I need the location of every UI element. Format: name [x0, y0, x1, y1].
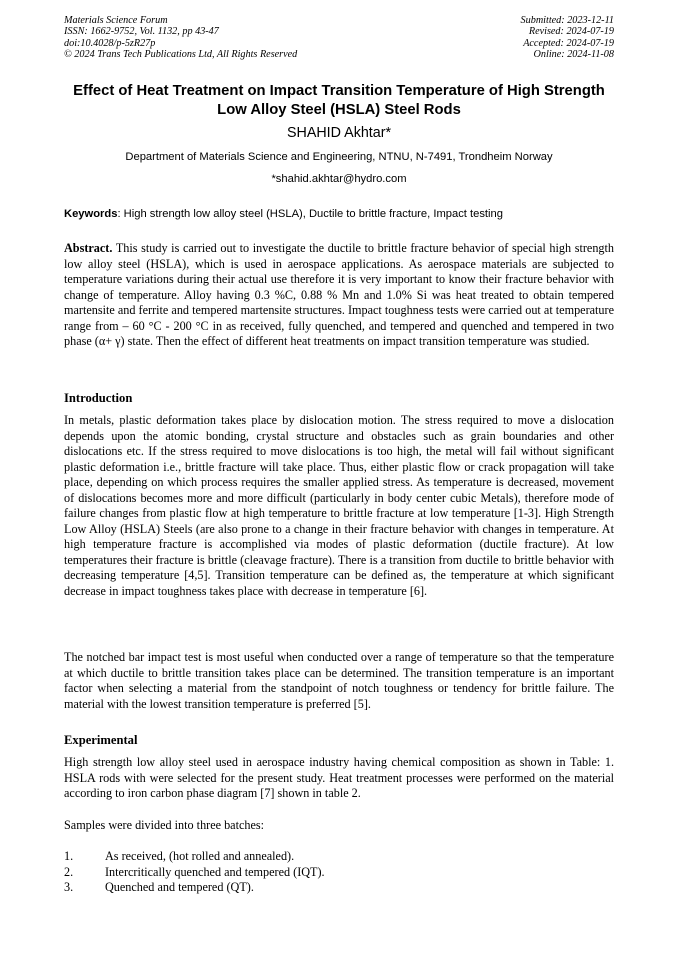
list-text: Intercritically quenched and tempered (IQT). — [105, 864, 325, 879]
keywords-text: : High strength low alloy steel (HSLA), Ductile to brittle fracture, Impact testing — [117, 208, 503, 220]
introduction-heading: Introduction — [64, 391, 133, 405]
online-date: Online: 2024-11-08 — [533, 49, 614, 61]
list-item — [64, 880, 614, 896]
author: SHAHID Akhtar* — [286, 125, 392, 141]
issn-volume: ISSN: 1662-9752, Vol. 1132, pp 43-47 — [64, 26, 219, 38]
batch-list — [64, 849, 614, 896]
abstract-text: This study is carried out to investigate the ductile to brittle fracture behavior of special high strength low alloy steel (HSLA), which is used in aerospace applications. As aerospace materials are subjected to temperature variations during their actual use therefore it is very important to know their fracture behavior with change of temperature. Alloy having 0.3 %C, 0.88 % Mn and 1.0% Si was heat treated to obtain tempered martensite and ferrite and tempered martensite structures. Impact toughness tests were carried out at temperature range from – 60 °C - 200 °C in as received, fully quenched, and tempered and quenched and tempered in two phase (α+ γ) state. Then the effect of different heat treatments on impact transition temperature was studied. — [64, 241, 614, 348]
list-number: 1. — [64, 849, 74, 863]
accepted-date: Accepted: 2024-07-19 — [523, 37, 614, 49]
doi[interactable]: doi:10.4028/p-5zR27p — [64, 37, 156, 49]
author-email[interactable]: *shahid.akhtar@hydro.com — [271, 173, 407, 185]
introduction-paragraph-1: In metals, plastic deformation takes place by dislocation motion. The stress required to move a dislocation depends upon the atomic bonding, crystal structure and obstacles such as grain boundaries and other dislocations etc. If the stress required to move dislocations is too high, the metal will fail without significant plastic deformation i.e., brittle fracture will take place. Thus, either plastic flow or crack propagation will take place, depending on which process requires the smaller applied stress. As temperature is decreased, movement of dislocations becomes more and more difficult (particularly in body center cubic Metals), therefore mode of failure changes from plastic flow at high temperature to brittle fracture at low temperature [1-3]. High Strength Low Alloy (HSLA) Steels (are also prone to a change in their fracture behavior with changes in temperature. At high temperature fracture is accomplished via modes of plastic deformation (ductile fracture). At low temperatures their fracture is brittle (cleavage fracture). There is a transition from ductile to brittle behavior with decreasing temperature [4,5]. Transition temperature can be defined as, the temperature at which significant decrease in impact toughness takes place with decrease in temperature [6]. — [64, 413, 614, 598]
publication-dates — [521, 15, 614, 61]
list-item — [64, 849, 614, 865]
paper-title: Effect of Heat Treatment on Impact Transition Temperature of High Strength Low Alloy Steel (HSLA) Steel Rods — [73, 83, 605, 118]
abstract — [64, 241, 614, 350]
copyright: © 2024 Trans Tech Publications Ltd, All Rights Reserved — [64, 49, 298, 61]
affiliation: Department of Materials Science and Engineering, NTNU, N-7491, Trondheim Norway — [125, 151, 553, 163]
list-number: 2. — [64, 864, 74, 879]
keywords-label: Keywords — [64, 208, 118, 220]
journal-name: Materials Science Forum — [64, 15, 168, 26]
list-number: 3. — [64, 880, 74, 894]
samples-intro: Samples were divided into three batches: — [64, 818, 265, 832]
revised-date: Revised: 2024-07-19 — [528, 26, 614, 38]
list-text: Quenched and tempered (QT). — [105, 880, 254, 894]
list-item — [64, 865, 614, 881]
journal-info — [64, 15, 297, 61]
list-text: As received, (hot rolled and annealed). — [105, 849, 295, 863]
introduction-paragraph-2: The notched bar impact test is most useful when conducted over a range of temperature so that the temperature at which ductile to brittle transition takes place can be determined. The transition temperature is an important factor when selecting a material from the standpoint of notch toughness or tendency for brittle failure. The material with the lowest transition temperature is preferred [5]. — [64, 650, 614, 711]
experimental-paragraph: High strength low alloy steel used in aerospace industry having chemical composition as shown in Table: 1. HSLA rods with were selected for the present study. Heat treatment processes were performed on the material according to iron carbon phase diagram [7] shown in table 2. — [64, 755, 614, 800]
keywords — [64, 207, 614, 221]
experimental-heading: Experimental — [64, 733, 138, 747]
submitted-date: Submitted: 2023-12-11 — [520, 15, 614, 26]
abstract-label: Abstract. — [64, 241, 113, 255]
